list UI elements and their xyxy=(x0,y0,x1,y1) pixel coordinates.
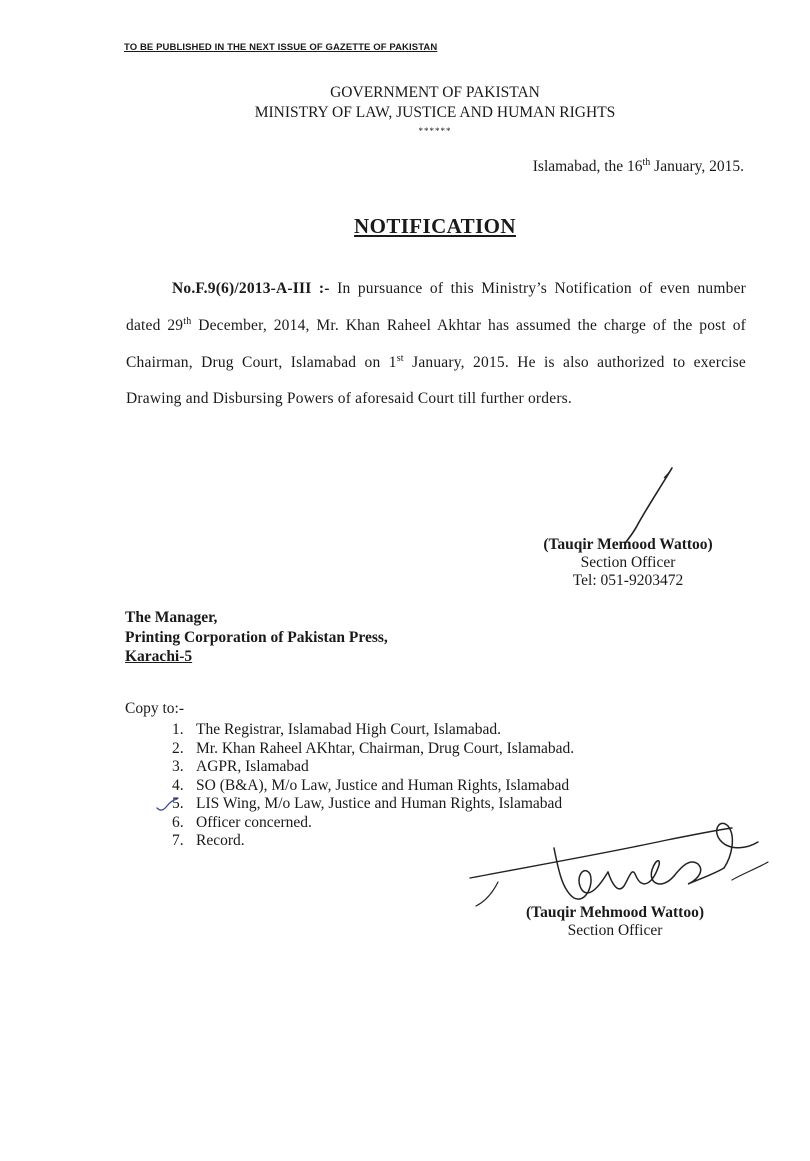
signatory-name-2: (Tauqir Mehmood Wattoo) xyxy=(526,904,704,921)
notification-body: No.F.9(6)/2013-A-III :- In pursuance of this Ministry’s Notification of even number dated 29th December, 2014, Mr. Khan Raheel Akhtar has assumed the charge of the post of Chairman, Drug Court, Islamabad on 1st January, 2015. He is also authorized to exercise Drawing and Disbursing Powers of aforesaid Court till further orders. xyxy=(126,280,747,408)
list-item: 3. AGPR, Islamabad xyxy=(172,758,309,775)
addressee xyxy=(125,608,388,667)
reference-number: No.F.9(6)/2013-A-III :- xyxy=(172,280,330,297)
government-heading: GOVERNMENT OF PAKISTAN xyxy=(330,84,540,101)
check-mark-icon xyxy=(155,796,179,814)
document-title: NOTIFICATION xyxy=(354,214,516,238)
issue-date: Islamabad, the 16th January, 2015. xyxy=(532,156,744,175)
gazette-banner: TO BE PUBLISHED IN THE NEXT ISSUE OF GAZETTE OF PAKISTAN xyxy=(124,42,438,53)
list-item: 1. The Registrar, Islamabad High Court, Islamabad. xyxy=(172,721,501,738)
list-item: 4. SO (B&A), M/o Law, Justice and Human Rights, Islamabad xyxy=(172,776,570,794)
separator-stars: ****** xyxy=(418,126,452,136)
signature-stroke-1 xyxy=(620,466,680,546)
signatory-block-2 xyxy=(500,904,730,940)
list-item: 5. LIS Wing, M/o Law, Justice and Human Rights, Islamabad xyxy=(172,795,563,812)
signatory-designation-2: Section Officer xyxy=(567,922,663,939)
signatory-name-1: (Tauqir Memood Wattoo) xyxy=(543,536,713,553)
signatory-designation-1: Section Officer xyxy=(580,554,676,571)
list-item: 2. Mr. Khan Raheel AKhtar, Chairman, Drug Court, Islamabad. xyxy=(172,739,575,757)
ministry-heading: MINISTRY OF LAW, JUSTICE AND HUMAN RIGHTS xyxy=(254,104,616,121)
addressee-line-1: The Manager, xyxy=(125,609,218,626)
addressee-line-3: Karachi-5 xyxy=(125,648,193,665)
signatory-block-1 xyxy=(520,536,736,590)
signatory-telephone: Tel: 051-9203472 xyxy=(572,572,684,589)
list-item: 6. Officer concerned. xyxy=(172,813,312,831)
addressee-line-2: Printing Corporation of Pakistan Press, xyxy=(125,628,388,646)
copy-to-label: Copy to:- xyxy=(125,700,184,717)
list-item: 7. Record. xyxy=(172,832,245,849)
